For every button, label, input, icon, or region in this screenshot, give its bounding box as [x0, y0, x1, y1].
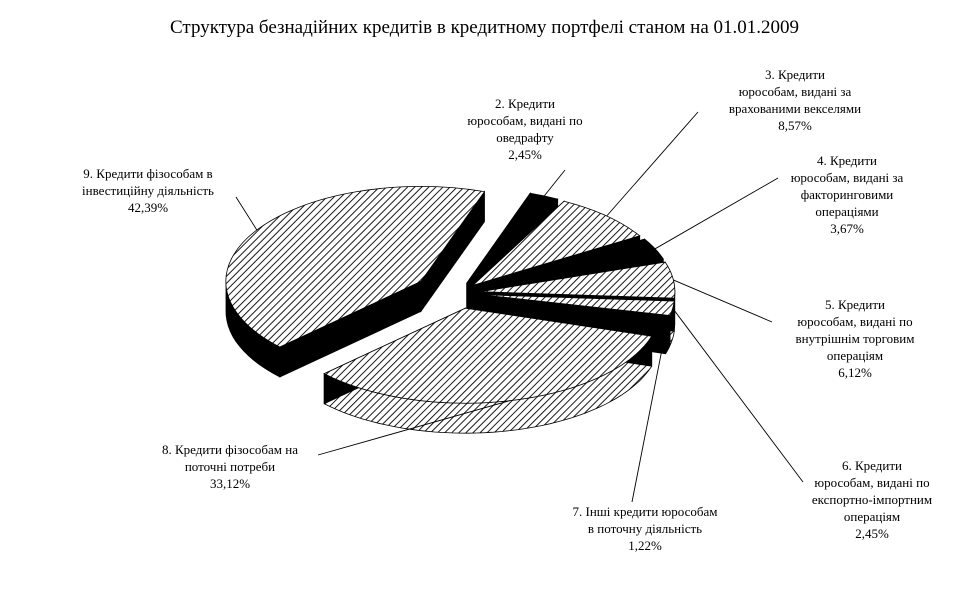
slice-label-6: 6. Кредити юрособам, видані по експортно-імпортним операціям 2,45% [811, 458, 933, 541]
slice-label-3: 3. Кредити юрособам, видані за врахованими векселями 8,57% [728, 67, 862, 133]
slice-label-9: 9. Кредити фізособам в інвестиційну діяльність 42,39% [82, 166, 214, 215]
leader-line-3 [607, 112, 698, 216]
leader-line-2 [544, 170, 565, 196]
slice-label-8: 8. Кредити фізособам на поточні потреби 33,12% [161, 442, 298, 491]
slice-label-2: 2. Кредити юрособам, видані по оведрафту 2,45% [467, 96, 583, 162]
slice-label-7: 7. Інші кредити юрособам в поточну діяльність 1,22% [572, 504, 718, 553]
slice-label-5: 5. Кредити юрособам, видані по внутрішнім торговим операціям 6,12% [795, 297, 915, 380]
slice-label-4: 4. Кредити юрособам, видані за факторинговими операціями 3,67% [790, 153, 904, 236]
leader-line-5 [673, 280, 772, 322]
chart-title: Структура безнадійних кредитів в кредитному портфелі станом на 01.01.2009 [169, 17, 800, 38]
